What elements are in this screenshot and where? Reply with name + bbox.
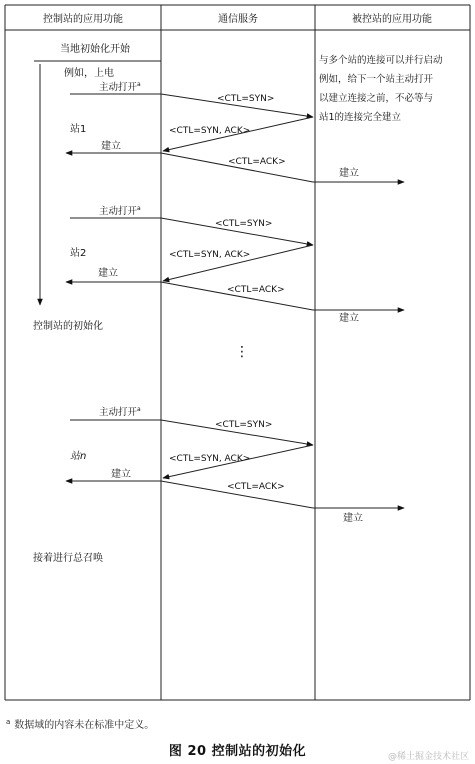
svg-text:以建立连接之前，不必等与: 以建立连接之前，不必等与 (319, 93, 434, 104)
power-on-label: 例如，上电 (64, 68, 114, 79)
synack-label: <CTL=SYN, ACK> (169, 454, 251, 464)
station-n-exchange (66, 406, 404, 524)
svg-text:例如，给下一个站主动打开: 例如，给下一个站主动打开 (319, 74, 434, 85)
right-established-label: 建立 (339, 168, 359, 179)
footnote-mark: a (6, 717, 11, 726)
syn-label: <CTL=SYN> (215, 219, 273, 229)
ack-label: <CTL=ACK> (228, 157, 286, 167)
general-interrogation-label: 接着进行总召唤 (33, 553, 103, 564)
watermark: @稀土掘金技术社区 (387, 752, 469, 762)
station-2-exchange (66, 205, 404, 324)
station-label: 站n (70, 451, 87, 462)
left-established-label: 建立 (111, 469, 131, 480)
active-open-label: 主动打开$^a$ (99, 205, 141, 217)
syn-label: <CTL=SYN> (217, 94, 275, 104)
parallel-note (319, 54, 443, 123)
svg-text:站1的连接完全建立: 站1的连接完全建立 (319, 112, 402, 123)
right-established-label: 建立 (343, 513, 363, 524)
left-established-label: 建立 (101, 141, 121, 152)
left-established-label: 建立 (98, 268, 118, 279)
synack-label: <CTL=SYN, ACK> (169, 250, 251, 260)
syn-label: <CTL=SYN> (215, 420, 273, 430)
init-end-label: 控制站的初始化 (33, 321, 103, 332)
right-established-label: 建立 (339, 313, 359, 324)
column-header-communication: 通信服务 (218, 14, 258, 25)
init-start-label: 当地初始化开始 (60, 44, 130, 55)
column-header-controlled: 被控站的应用功能 (352, 14, 432, 25)
footnote-text: 数据域的内容未在标准中定义。 (14, 720, 155, 731)
active-open-label: 主动打开$^a$ (99, 81, 141, 93)
ellipsis: ⋮ (235, 344, 249, 360)
ack-label: <CTL=ACK> (227, 482, 285, 492)
station-label: 站2 (70, 248, 87, 259)
active-open-label: 主动打开$^a$ (99, 406, 141, 418)
footnote (6, 716, 154, 731)
synack-label: <CTL=SYN, ACK> (169, 126, 251, 136)
ack-label: <CTL=ACK> (227, 285, 285, 295)
column-header-controlling: 控制站的应用功能 (43, 14, 123, 25)
figure-caption: 图 20 控制站的初始化 (168, 744, 307, 759)
svg-text:与多个站的连接可以并行启动: 与多个站的连接可以并行启动 (319, 55, 443, 66)
station-label: 站1 (70, 124, 87, 135)
